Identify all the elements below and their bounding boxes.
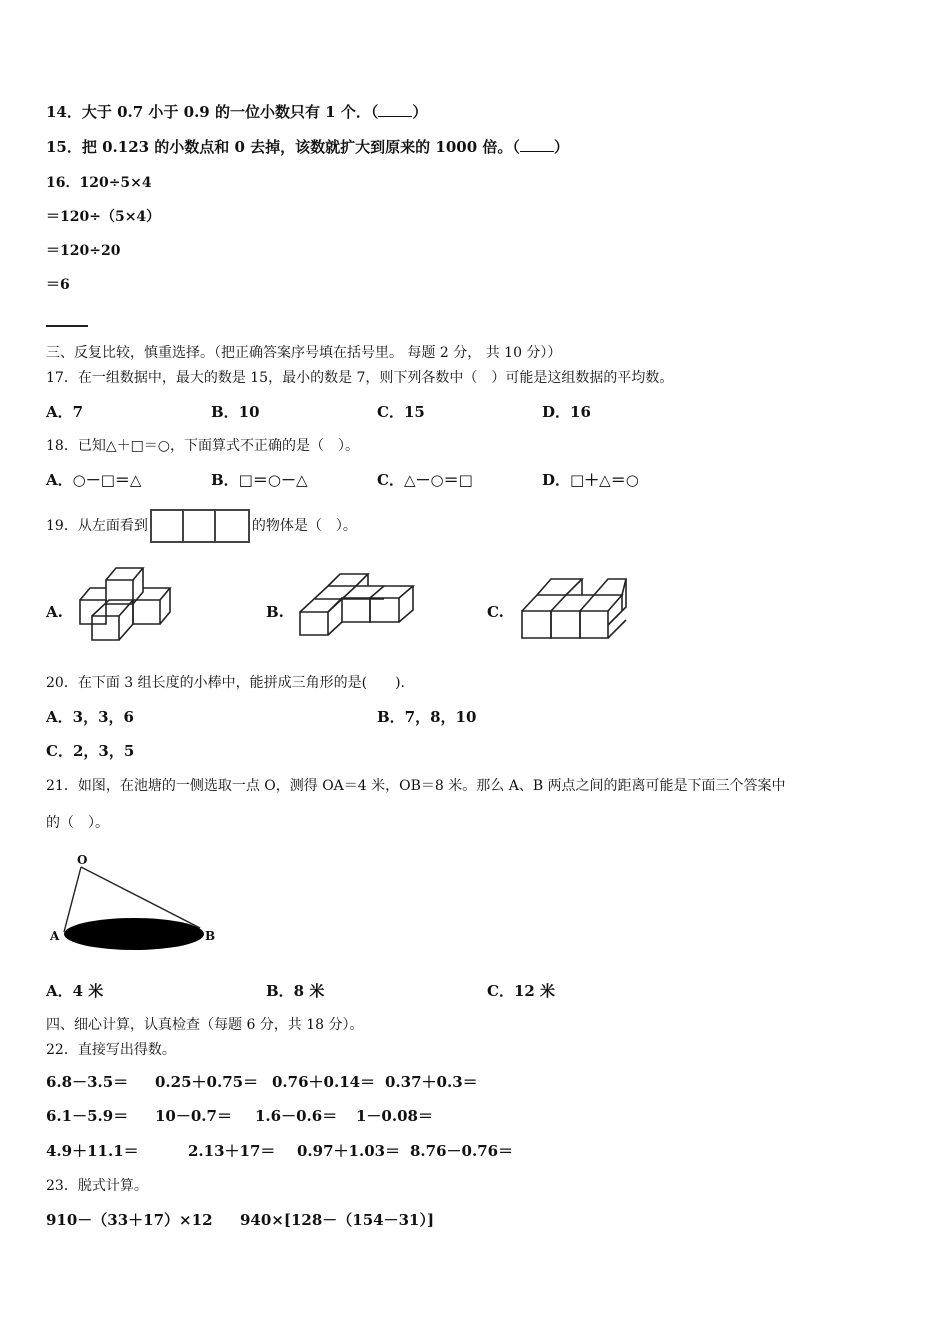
calc-item: 0.97＋1.03＝ <box>297 1142 401 1160</box>
calc-item: 1－0.08＝ <box>356 1107 433 1125</box>
question-15-text: 15．把 0.123 的小数点和 0 去掉，该数就扩大到原来的 1000 倍。（ <box>46 138 520 156</box>
option-21-a[interactable]: A．4 米 <box>46 982 104 1000</box>
question-14: 14．大于 0.7 小于 0.9 的一位小数只有 1 个．（ ） <box>46 103 428 121</box>
calc-item: 4.9＋11.1＝ <box>46 1142 139 1160</box>
option-18-b[interactable]: B．□＝○－△ <box>211 471 308 489</box>
label-point-b: B <box>205 929 216 943</box>
question-16-line-3: ＝120÷20 <box>46 243 121 259</box>
calc-item: 0.25＋0.75＝ <box>155 1073 259 1091</box>
option-21-c[interactable]: C．12 米 <box>487 982 556 1000</box>
option-20-c[interactable]: C．2，3，5 <box>46 742 135 760</box>
calc-item: 2.13＋17＝ <box>188 1142 276 1160</box>
calc-item: 6.1－5.9＝ <box>46 1107 129 1125</box>
calc-expression-2: 940×[128－（154－31）] <box>240 1211 435 1229</box>
question-21-line-2: 的（ ）。 <box>46 815 109 831</box>
option-18-c[interactable]: C．△－○＝□ <box>377 471 473 489</box>
question-16-line-4: ＝6 <box>46 277 70 293</box>
cube-figure-c-icon <box>520 575 630 639</box>
option-18-a[interactable]: A．○－□＝△ <box>46 471 142 489</box>
question-17-text: 17．在一组数据中，最大的数是 15，最小的数是 7，则下列各数中（ ）可能是这组数据的平均数。 <box>46 370 674 386</box>
question-18-text: 18．已知△＋□＝○，下面算式不正确的是（ ）。 <box>46 438 360 454</box>
section-3-heading: 三、反复比较，慎重选择。（把正确答案序号填在括号里。 每题 2 分， 共 10 分）） <box>46 345 562 361</box>
calc-item: 6.8－3.5＝ <box>46 1073 129 1091</box>
option-19-a-label[interactable]: A. <box>46 603 63 621</box>
option-17-a[interactable]: A．7 <box>46 403 84 421</box>
question-23-title: 23．脱式计算。 <box>46 1178 148 1194</box>
calc-item: 0.37＋0.3＝ <box>385 1073 478 1091</box>
left-view-three-squares-icon <box>150 509 250 543</box>
pond-triangle-figure-icon <box>46 850 226 955</box>
question-15: 15．把 0.123 的小数点和 0 去掉，该数就扩大到原来的 1000 倍。（ ） <box>46 138 569 156</box>
question-19 <box>46 509 357 543</box>
answer-blank-14[interactable] <box>378 102 412 117</box>
question-16-line-1: 16．120÷5×4 <box>46 175 152 191</box>
option-19-c-label[interactable]: C. <box>487 603 504 621</box>
cube-figure-a-icon <box>76 564 176 639</box>
option-18-d[interactable]: D．□＋△＝○ <box>542 471 639 489</box>
option-20-b[interactable]: B．7，8，10 <box>377 708 477 726</box>
option-17-c[interactable]: C．15 <box>377 403 425 421</box>
calc-item: 1.6－0.6＝ <box>255 1107 338 1125</box>
question-16-line-2: ＝120÷（5×4） <box>46 209 161 225</box>
option-20-a[interactable]: A．3，3，6 <box>46 708 134 726</box>
option-17-d[interactable]: D．16 <box>542 403 591 421</box>
option-19-b-label[interactable]: B. <box>266 603 284 621</box>
label-point-o: O <box>77 853 88 867</box>
question-19-suffix: 的物体是（ ）。 <box>251 518 357 534</box>
question-22-title: 22．直接写出得数。 <box>46 1042 176 1058</box>
question-21-line-1: 21．如图，在池塘的一侧选取一点 O，测得 OA＝4 米，OB＝8 米。那么 A、B 两点之间的距离可能是下面三个答案中 <box>46 778 786 794</box>
calc-item: 0.76＋0.14＝ <box>272 1073 376 1091</box>
answer-blank-16[interactable] <box>46 325 88 327</box>
calc-item: 8.76－0.76＝ <box>410 1142 514 1160</box>
calc-item: 10－0.7＝ <box>155 1107 232 1125</box>
option-17-b[interactable]: B．10 <box>211 403 260 421</box>
cube-figure-b-icon <box>298 572 416 636</box>
option-21-b[interactable]: B．8 米 <box>266 982 325 1000</box>
section-4-heading: 四、细心计算，认真检查（每题 6 分，共 18 分）。 <box>46 1017 364 1033</box>
calc-expression-1: 910－（33＋17）×12 <box>46 1211 213 1229</box>
question-19-prefix: 19．从左面看到 <box>46 518 148 534</box>
question-20-text: 20．在下面 3 组长度的小棒中，能拼成三角形的是( ). <box>46 675 405 691</box>
label-point-a: A <box>50 929 60 943</box>
question-14-text: 14．大于 0.7 小于 0.9 的一位小数只有 1 个．（ <box>46 103 379 121</box>
answer-blank-15[interactable] <box>520 137 554 152</box>
